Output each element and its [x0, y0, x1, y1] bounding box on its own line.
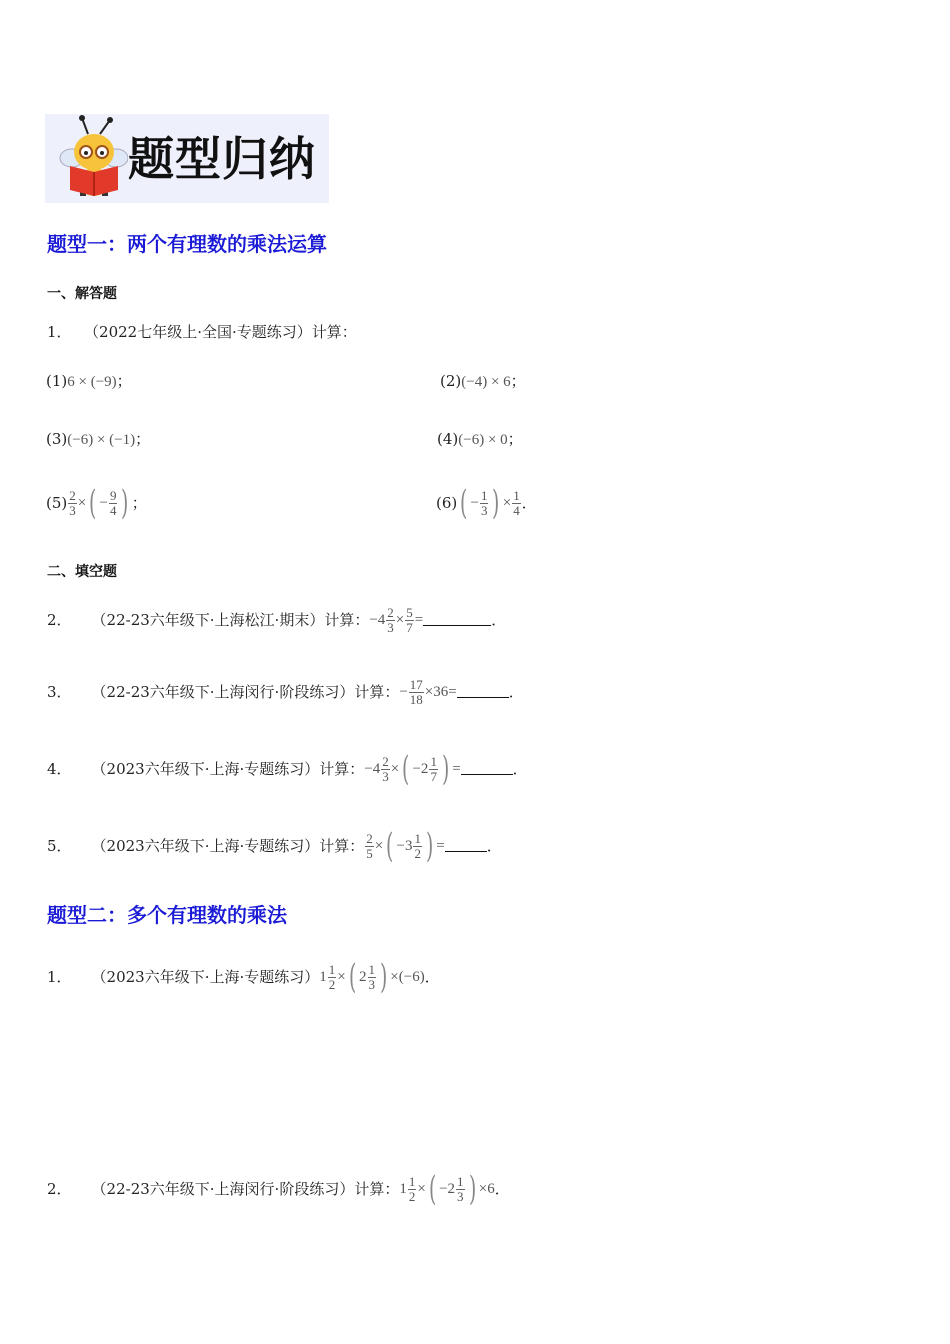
- question-3: 3． （22-23六年级下·上海闵行·阶段练习）计算： − $\frac{17}{18}$ × 36 = ．: [47, 677, 524, 707]
- times-sign: ×: [77, 494, 87, 511]
- answer-blank[interactable]: [457, 687, 509, 698]
- subitem-5: (5) $\frac{2}{3}$ × ( − $\frac{9}{4}$ ) ；: [46, 483, 147, 523]
- subitem-2: [440, 374, 526, 390]
- section-title-1: 题型一：两个有理数的乘法运算: [47, 232, 327, 256]
- subitem-1: [46, 374, 132, 390]
- times-sign: ×: [502, 494, 512, 511]
- subitem-label: (5): [46, 493, 68, 512]
- period: ．: [521, 493, 537, 512]
- question-2-1: 1． （2023六年级下·上海·专题练习） 1 $\frac{1}{2}$ × ( 2 $\frac{1}{3}$ ) × (−6) ．: [47, 957, 440, 997]
- answer-blank[interactable]: [445, 841, 487, 852]
- separator: ；: [510, 372, 526, 390]
- expression: (−4) × 6: [461, 374, 511, 390]
- subitem-label: (1): [46, 372, 68, 390]
- section-title-2: 题型二：多个有理数的乘法: [47, 903, 287, 927]
- separator: ；: [507, 430, 523, 448]
- expression: 6 × (−9): [67, 374, 117, 390]
- question-2-2: 2． （22-23六年级下·上海闵行·阶段练习）计算： 1 $\frac{1}{2}$ × ( −2 $\frac{1}{3}$ ) × 6 ．: [47, 1169, 510, 1209]
- fraction: $\frac{2}{3}$: [69, 487, 76, 518]
- fraction: $\frac{1}{3}$: [480, 487, 488, 518]
- question-source: （2023六年级下·上海·专题练习）计算：: [91, 759, 365, 778]
- question-source: （22-23六年级下·上海闵行·阶段练习）计算：: [91, 683, 400, 701]
- subitem-6: (6) ( − $\frac{1}{3}$ ) × $\frac{1}{4}$ ．: [436, 483, 537, 523]
- separator: ；: [131, 493, 147, 512]
- fraction: $\frac{1}{4}$: [513, 487, 520, 518]
- subitem-label: (3): [46, 430, 68, 448]
- question-number: 4．: [47, 759, 72, 778]
- subitem-4: [437, 432, 523, 448]
- question-5: 5． （2023六年级下·上海·专题练习）计算： $\frac{2}{5}$ × ( −3 $\frac{1}{2}$ ) = ．: [47, 826, 502, 866]
- question-number: 1．: [47, 967, 72, 986]
- question-number: 2．: [47, 611, 72, 629]
- question-number: 5．: [47, 836, 72, 855]
- expression: (−6) × (−1): [67, 432, 136, 448]
- subitem-label: (2): [440, 372, 462, 390]
- question-1: [47, 325, 357, 340]
- answer-blank[interactable]: [461, 764, 513, 775]
- expression: (−6) × 0: [458, 432, 508, 448]
- question-2: 2． （22-23六年级下·上海松江·期末）计算： −4 $\frac{2}{3}$ × $\frac{5}{7}$ = ．: [47, 605, 507, 635]
- part-title-answer: 一、解答题: [47, 286, 117, 302]
- question-number: 3．: [47, 683, 72, 701]
- question-source: （22-23六年级下·上海闵行·阶段练习）计算：: [91, 1179, 400, 1198]
- question-source: （2022七年级上·全国·专题练习）计算：: [91, 323, 357, 341]
- question-number: 1．: [47, 323, 72, 341]
- bee-reading-book-icon: [58, 114, 128, 200]
- subitem-label: (4): [437, 430, 459, 448]
- fraction: $\frac{9}{4}$: [109, 487, 117, 518]
- question-source: （22-23六年级下·上海松江·期末）计算：: [91, 611, 370, 629]
- question-source: （2023六年级下·上海·专题练习）计算：: [91, 836, 365, 855]
- separator: ；: [116, 372, 132, 390]
- part-title-fill: 二、填空题: [47, 564, 117, 580]
- subitem-3: [46, 432, 150, 448]
- separator: ；: [135, 430, 151, 448]
- question-number: 2．: [47, 1179, 72, 1198]
- subitem-label: (6): [436, 493, 458, 512]
- question-4: 4． （2023六年级下·上海·专题练习）计算： −4 $\frac{2}{3}$ × ( −2 $\frac{1}{7}$ ) = ．: [47, 749, 528, 789]
- question-source: （2023六年级下·上海·专题练习）: [91, 967, 320, 986]
- banner-title: 题型归纳: [128, 132, 316, 186]
- answer-blank[interactable]: [423, 615, 491, 626]
